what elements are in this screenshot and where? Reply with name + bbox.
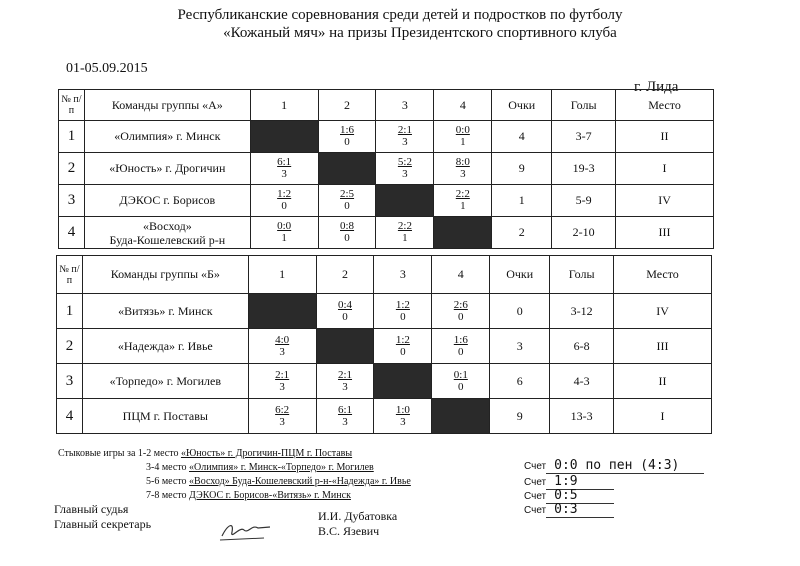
header-points: Очки — [490, 256, 550, 294]
table-row — [57, 364, 712, 399]
score-points: 1 — [281, 232, 287, 244]
match-score — [456, 156, 470, 180]
score-result: 2:5 — [340, 188, 355, 200]
group-a-table — [58, 89, 714, 249]
score-points: 0 — [458, 345, 464, 358]
score-cell — [376, 153, 434, 185]
team-name-line-2: Буда-Кошелевский р-н — [109, 232, 226, 247]
table-row — [57, 329, 712, 364]
score-result: 1:0 — [395, 403, 410, 416]
match-score — [454, 369, 468, 393]
points: 0 — [490, 294, 550, 329]
match-score — [398, 220, 412, 244]
header-number: № п/п — [57, 256, 83, 294]
table-row — [57, 294, 712, 329]
score-cell — [248, 399, 316, 434]
row-number: 2 — [59, 153, 85, 185]
place: IV — [614, 294, 712, 329]
score-cell — [374, 329, 432, 364]
score-cell — [250, 185, 318, 217]
goals: 6-8 — [550, 329, 614, 364]
team-name: «Олимпия» г. Минск — [84, 121, 250, 153]
team-name: «Надежда» г. Ивье — [82, 329, 248, 364]
score-points: 0 — [400, 310, 406, 323]
row-number: 2 — [57, 329, 83, 364]
header-col-3: 3 — [376, 90, 434, 121]
score-cell — [250, 153, 318, 185]
match-score — [398, 124, 412, 148]
match-score — [277, 156, 291, 180]
score-points: 3 — [279, 380, 285, 393]
score-points: 1 — [460, 136, 466, 148]
match-score — [454, 334, 468, 358]
team-name: «Юность» г. Дрогичин — [84, 153, 250, 185]
row-number: 4 — [57, 399, 83, 434]
score-cell — [432, 329, 490, 364]
score-points: 0 — [458, 380, 464, 393]
score-label: Счет — [524, 491, 547, 502]
score-points: 3 — [402, 168, 408, 180]
goals: 2-10 — [552, 217, 616, 249]
match-score — [340, 220, 354, 244]
header-col-4: 4 — [432, 256, 490, 294]
score-result: 1:6 — [340, 124, 355, 136]
self-cell — [434, 217, 492, 249]
score-cell — [376, 121, 434, 153]
match-score — [340, 124, 354, 148]
header-col-2: 2 — [316, 256, 374, 294]
score-result: 6:1 — [337, 403, 353, 416]
team-name — [84, 217, 250, 249]
goals: 5-9 — [552, 185, 616, 217]
score-result: 2:2 — [397, 220, 412, 232]
score-result: 2:6 — [453, 298, 468, 311]
header-teams: Команды группы «Б» — [82, 256, 248, 294]
score-result: 0:8 — [340, 220, 355, 232]
playoff-line-1 — [58, 448, 352, 459]
score-points: 1 — [460, 200, 466, 212]
score-result: 2:1 — [397, 124, 412, 136]
score-cell — [316, 399, 374, 434]
self-cell — [250, 121, 318, 153]
header-col-4: 4 — [434, 90, 492, 121]
score-result: 5:2 — [397, 156, 412, 168]
playoff-match-1: «Юность» г. Дрогичин-ПЦМ г. Поставы — [180, 448, 353, 459]
place: III — [616, 217, 714, 249]
match-score — [456, 188, 470, 212]
score-points: 3 — [342, 380, 348, 393]
score-cell — [432, 294, 490, 329]
playoff-line-3 — [146, 476, 411, 487]
score-result: 1:2 — [277, 188, 292, 200]
score-cell — [376, 217, 434, 249]
points: 1 — [492, 185, 552, 217]
signature-icon — [218, 518, 278, 544]
header-number: № п/п — [59, 90, 85, 121]
score-cell — [316, 294, 374, 329]
table-row — [59, 217, 714, 249]
score-cell — [434, 185, 492, 217]
team-name: «Витязь» г. Минск — [82, 294, 248, 329]
header-col-1: 1 — [250, 90, 318, 121]
match-score — [277, 220, 291, 244]
score-points: 0 — [458, 310, 464, 323]
score-result: 2:2 — [455, 188, 470, 200]
self-cell — [316, 329, 374, 364]
score-cell — [434, 121, 492, 153]
team-name: «Торпедо» г. Могилев — [82, 364, 248, 399]
header-place: Место — [616, 90, 714, 121]
match-score — [456, 124, 470, 148]
table-row — [59, 185, 714, 217]
playoff-place-label: 3-4 место — [146, 462, 187, 473]
score-points: 0 — [281, 200, 287, 212]
score-result: 1:2 — [395, 333, 410, 346]
score-points: 3 — [279, 415, 285, 428]
event-date: 01-05.09.2015 — [66, 61, 148, 76]
self-cell — [248, 294, 316, 329]
score-points: 0 — [344, 200, 350, 212]
score-result: 0:4 — [337, 298, 353, 311]
score-cell — [316, 364, 374, 399]
match-score — [398, 156, 412, 180]
score-points: 0 — [342, 310, 348, 323]
score-cell — [250, 217, 318, 249]
table-row — [57, 399, 712, 434]
secretary-name: В.С. Язевич — [318, 524, 380, 538]
place: II — [616, 121, 714, 153]
score-points: 3 — [342, 415, 348, 428]
match-score — [275, 404, 289, 428]
score-result: 6:1 — [277, 156, 292, 168]
self-cell — [432, 399, 490, 434]
secretary-label: Главный секретарь — [54, 517, 152, 531]
score-cell — [432, 364, 490, 399]
team-name: ДЭКОС г. Борисов — [84, 185, 250, 217]
playoff-place-label: 7-8 место — [146, 490, 187, 501]
score-result: 8:0 — [455, 156, 470, 168]
score-cell — [318, 217, 376, 249]
playoff-match-4: ДЭКОС г. Борисов-«Витязь» г. Минск — [189, 490, 351, 501]
match-score — [277, 188, 291, 212]
score-cell — [248, 364, 316, 399]
match-score — [338, 369, 352, 393]
score-points: 0 — [344, 136, 350, 148]
row-number: 3 — [57, 364, 83, 399]
score-label: Счет — [524, 505, 547, 516]
place: IV — [616, 185, 714, 217]
goals: 3-12 — [550, 294, 614, 329]
score-result: 2:1 — [275, 368, 290, 381]
score-points: 0 — [400, 345, 406, 358]
team-name: ПЦМ г. Поставы — [82, 399, 248, 434]
place: II — [614, 364, 712, 399]
score-label: Счет — [524, 477, 547, 488]
points: 6 — [490, 364, 550, 399]
match-score — [396, 334, 410, 358]
header-goals: Голы — [552, 90, 616, 121]
header-points: Очки — [492, 90, 552, 121]
header-col-1: 1 — [248, 256, 316, 294]
row-number: 1 — [59, 121, 85, 153]
score-result: 0:1 — [453, 368, 468, 381]
points: 9 — [492, 153, 552, 185]
self-cell — [318, 153, 376, 185]
self-cell — [376, 185, 434, 217]
score-cell — [374, 399, 432, 434]
place: I — [616, 153, 714, 185]
match-score — [396, 404, 410, 428]
match-score — [338, 404, 352, 428]
score-result: 0:0 — [455, 124, 470, 136]
playoff-line-4 — [146, 490, 351, 501]
score-value: 1:9 — [546, 474, 614, 490]
score-result: 4:0 — [275, 333, 290, 346]
score-cell — [318, 185, 376, 217]
points: 2 — [492, 217, 552, 249]
title-line-2: «Кожаный мяч» на призы Президентского спортивного клуба — [223, 25, 617, 41]
score-line-1 — [524, 458, 704, 474]
self-cell — [374, 364, 432, 399]
table-row — [59, 153, 714, 185]
judge-label: Главный судья — [54, 502, 129, 516]
place: III — [614, 329, 712, 364]
score-points: 1 — [402, 232, 408, 244]
score-points: 3 — [400, 415, 406, 428]
score-line-4 — [524, 502, 614, 518]
score-value: 0:5 — [546, 488, 614, 504]
playoff-intro: Стыковые игры за 1-2 место — [58, 448, 179, 459]
score-value: 0:3 — [546, 502, 614, 518]
header-col-3: 3 — [374, 256, 432, 294]
header-teams: Команды группы «А» — [84, 90, 250, 121]
points: 3 — [490, 329, 550, 364]
score-result: 1:6 — [453, 333, 468, 346]
playoff-match-2: «Олимпия» г. Минск-«Торпедо» г. Могилев — [189, 462, 374, 473]
header-place: Место — [614, 256, 712, 294]
playoff-place-label: 5-6 место — [146, 476, 187, 487]
score-result: 6:2 — [275, 403, 290, 416]
goals: 4-3 — [550, 364, 614, 399]
goals: 19-3 — [552, 153, 616, 185]
table-row — [59, 121, 714, 153]
header-col-2: 2 — [318, 90, 376, 121]
score-cell — [434, 153, 492, 185]
score-points: 0 — [344, 232, 350, 244]
match-score — [275, 334, 289, 358]
playoff-line-2 — [146, 462, 374, 473]
match-score — [338, 299, 352, 323]
score-value: 0:0 по пен (4:3) — [546, 458, 704, 474]
row-number: 1 — [57, 294, 83, 329]
match-score — [275, 369, 289, 393]
row-number: 4 — [59, 217, 85, 249]
score-points: 3 — [402, 136, 408, 148]
match-score — [454, 299, 468, 323]
match-score — [340, 188, 354, 212]
score-points: 3 — [279, 345, 285, 358]
match-score — [396, 299, 410, 323]
playoff-match-3: «Восход» Буда-Кошелевский р-н-«Надежда» г. Ивье — [189, 476, 411, 487]
score-points: 3 — [281, 168, 287, 180]
goals: 13-3 — [550, 399, 614, 434]
score-points: 3 — [460, 168, 466, 180]
event-city: г. Лида — [634, 79, 679, 95]
score-result: 0:0 — [277, 220, 292, 232]
score-label: Счет — [524, 461, 547, 472]
points: 4 — [492, 121, 552, 153]
score-cell — [248, 329, 316, 364]
score-cell — [374, 294, 432, 329]
title-line-1: Республиканские соревнования среди детей и подростков по футболу — [177, 7, 623, 23]
header-goals: Голы — [550, 256, 614, 294]
score-cell — [318, 121, 376, 153]
score-result: 2:1 — [337, 368, 353, 381]
group-b-table — [56, 255, 712, 434]
team-name-line-1: «Восход» — [142, 218, 192, 233]
place: I — [614, 399, 712, 434]
goals: 3-7 — [552, 121, 616, 153]
points: 9 — [490, 399, 550, 434]
judge-name: И.И. Дубатовка — [318, 509, 398, 523]
row-number: 3 — [59, 185, 85, 217]
score-result: 1:2 — [395, 298, 410, 311]
